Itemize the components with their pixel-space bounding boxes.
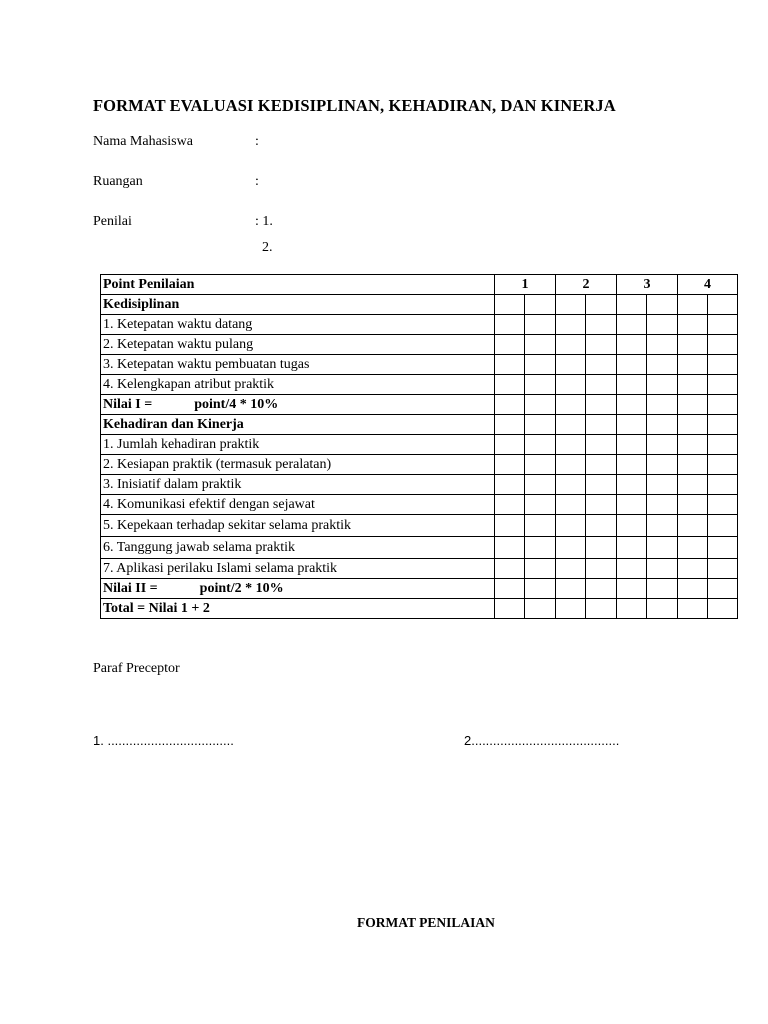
score-cell[interactable] — [678, 599, 708, 619]
score-cell[interactable] — [586, 375, 617, 395]
ruangan-colon: : — [255, 174, 259, 189]
score-cell[interactable] — [495, 495, 525, 515]
score-cell[interactable] — [525, 315, 556, 335]
table-row — [101, 395, 738, 415]
score-cell[interactable] — [647, 475, 678, 495]
score-cell[interactable] — [525, 495, 556, 515]
score-cell[interactable] — [617, 355, 647, 375]
score-cell[interactable] — [525, 355, 556, 375]
score-cell[interactable] — [556, 295, 586, 315]
table-row — [101, 375, 738, 395]
score-cell[interactable] — [647, 537, 678, 559]
score-cell[interactable] — [586, 559, 617, 579]
score-cell[interactable] — [586, 495, 617, 515]
score-cell[interactable] — [678, 579, 708, 599]
criteria-item: 2. Ketepatan waktu pulang — [101, 335, 495, 355]
score-cell[interactable] — [495, 335, 525, 355]
score-cell[interactable] — [678, 415, 708, 435]
score-cell[interactable] — [678, 335, 708, 355]
score-cell[interactable] — [617, 335, 647, 355]
criteria-item: 1. Ketepatan waktu datang — [101, 315, 495, 335]
nilai-1-formula: point/4 * 10% — [194, 397, 279, 412]
table-row — [101, 415, 738, 435]
score-cell[interactable] — [556, 315, 586, 335]
score-cell[interactable] — [617, 475, 647, 495]
score-cell[interactable] — [556, 537, 586, 559]
score-header-2: 2 — [556, 275, 617, 295]
score-cell[interactable] — [708, 579, 738, 599]
score-cell[interactable] — [586, 395, 617, 415]
score-cell[interactable] — [586, 475, 617, 495]
nilai-2-formula: point/2 * 10% — [199, 581, 284, 596]
score-cell[interactable] — [556, 435, 586, 455]
score-cell[interactable] — [586, 537, 617, 559]
penilai-label: Penilai — [93, 214, 132, 229]
table-header-row — [101, 275, 738, 295]
nilai-2-row-label — [101, 579, 495, 599]
score-cell[interactable] — [556, 559, 586, 579]
section-title-kedisiplinan: Kedisiplinan — [101, 295, 495, 315]
score-cell[interactable] — [678, 475, 708, 495]
score-cell[interactable] — [556, 515, 586, 537]
score-cell[interactable] — [586, 355, 617, 375]
score-cell[interactable] — [647, 315, 678, 335]
score-cell[interactable] — [647, 375, 678, 395]
table-row — [101, 335, 738, 355]
table-row — [101, 515, 738, 537]
score-cell[interactable] — [678, 295, 708, 315]
score-cell[interactable] — [495, 375, 525, 395]
evaluation-table — [100, 274, 738, 619]
criteria-item: 3. Ketepatan waktu pembuatan tugas — [101, 355, 495, 375]
score-cell[interactable] — [556, 395, 586, 415]
score-cell[interactable] — [495, 537, 525, 559]
score-cell[interactable] — [495, 599, 525, 619]
nama-mahasiswa-colon: : — [255, 134, 259, 149]
score-cell[interactable] — [525, 435, 556, 455]
score-cell[interactable] — [708, 295, 738, 315]
score-cell[interactable] — [708, 455, 738, 475]
score-cell[interactable] — [647, 335, 678, 355]
score-cell[interactable] — [708, 537, 738, 559]
score-cell[interactable] — [708, 375, 738, 395]
score-cell[interactable] — [708, 559, 738, 579]
point-penilaian-header: Point Penilaian — [101, 275, 495, 295]
score-cell[interactable] — [495, 435, 525, 455]
table-row — [101, 579, 738, 599]
score-cell[interactable] — [525, 579, 556, 599]
score-cell[interactable] — [556, 355, 586, 375]
score-cell[interactable] — [495, 515, 525, 537]
score-cell[interactable] — [617, 435, 647, 455]
score-cell[interactable] — [647, 395, 678, 415]
score-cell[interactable] — [617, 559, 647, 579]
penilai-second: 2. — [262, 240, 273, 255]
score-cell[interactable] — [678, 375, 708, 395]
nilai-2-prefix: Nilai II = — [103, 581, 158, 596]
score-cell[interactable] — [647, 455, 678, 475]
score-cell[interactable] — [617, 579, 647, 599]
table-row — [101, 315, 738, 335]
score-cell[interactable] — [495, 395, 525, 415]
score-cell[interactable] — [525, 415, 556, 435]
criteria-item: 5. Kepekaan terhadap sekitar selama praktik — [101, 515, 495, 537]
score-cell[interactable] — [647, 515, 678, 537]
score-cell[interactable] — [617, 395, 647, 415]
ruangan-label: Ruangan — [93, 174, 143, 189]
score-cell[interactable] — [495, 455, 525, 475]
score-cell[interactable] — [556, 579, 586, 599]
score-cell[interactable] — [586, 515, 617, 537]
criteria-item: 4. Kelengkapan atribut praktik — [101, 375, 495, 395]
score-cell[interactable] — [556, 475, 586, 495]
score-cell[interactable] — [647, 435, 678, 455]
score-cell[interactable] — [525, 335, 556, 355]
score-cell[interactable] — [678, 495, 708, 515]
score-cell[interactable] — [617, 295, 647, 315]
table-row — [101, 435, 738, 455]
score-cell[interactable] — [586, 335, 617, 355]
score-header-4: 4 — [678, 275, 738, 295]
score-cell[interactable] — [647, 415, 678, 435]
score-cell[interactable] — [495, 559, 525, 579]
nilai-1-row-label — [101, 395, 495, 415]
criteria-item: 3. Inisiatif dalam praktik — [101, 475, 495, 495]
table-row — [101, 599, 738, 619]
nama-mahasiswa-label: Nama Mahasiswa — [93, 134, 193, 149]
score-cell[interactable] — [647, 495, 678, 515]
table-row — [101, 559, 738, 579]
score-cell[interactable] — [647, 295, 678, 315]
score-cell[interactable] — [678, 537, 708, 559]
score-cell[interactable] — [647, 559, 678, 579]
table-row — [101, 355, 738, 375]
criteria-item: 6. Tanggung jawab selama praktik — [101, 537, 495, 559]
signature-line-1: 1. ................................... — [93, 733, 234, 748]
score-cell[interactable] — [647, 355, 678, 375]
score-cell[interactable] — [586, 415, 617, 435]
score-cell[interactable] — [647, 599, 678, 619]
score-cell[interactable] — [678, 435, 708, 455]
criteria-item: 2. Kesiapan praktik (termasuk peralatan) — [101, 455, 495, 475]
score-cell[interactable] — [708, 435, 738, 455]
section-title-kehadiran: Kehadiran dan Kinerja — [101, 415, 495, 435]
score-cell[interactable] — [678, 355, 708, 375]
criteria-item: 1. Jumlah kehadiran praktik — [101, 435, 495, 455]
score-cell[interactable] — [708, 315, 738, 335]
score-cell[interactable] — [678, 315, 708, 335]
score-header-1: 1 — [495, 275, 556, 295]
score-cell[interactable] — [708, 495, 738, 515]
score-cell[interactable] — [556, 495, 586, 515]
score-cell[interactable] — [617, 515, 647, 537]
score-cell[interactable] — [708, 599, 738, 619]
score-cell[interactable] — [586, 455, 617, 475]
score-cell[interactable] — [525, 395, 556, 415]
score-cell[interactable] — [495, 415, 525, 435]
score-cell[interactable] — [525, 599, 556, 619]
score-cell[interactable] — [556, 335, 586, 355]
score-cell[interactable] — [586, 599, 617, 619]
score-cell[interactable] — [708, 355, 738, 375]
score-cell[interactable] — [525, 559, 556, 579]
score-cell[interactable] — [678, 559, 708, 579]
table-row — [101, 455, 738, 475]
score-cell[interactable] — [708, 395, 738, 415]
score-cell[interactable] — [495, 315, 525, 335]
score-cell[interactable] — [617, 415, 647, 435]
score-cell[interactable] — [617, 315, 647, 335]
score-cell[interactable] — [525, 295, 556, 315]
score-cell[interactable] — [617, 495, 647, 515]
score-cell[interactable] — [586, 295, 617, 315]
nilai-1-prefix: Nilai I = — [103, 397, 153, 412]
document-title: FORMAT EVALUASI KEDISIPLINAN, KEHADIRAN, DAN KINERJA — [93, 96, 616, 115]
signature-line-2: 2......................................... — [464, 733, 620, 748]
score-cell[interactable] — [525, 515, 556, 537]
score-cell[interactable] — [617, 375, 647, 395]
score-cell[interactable] — [617, 599, 647, 619]
score-cell[interactable] — [525, 537, 556, 559]
score-cell[interactable] — [708, 475, 738, 495]
table-row — [101, 475, 738, 495]
score-cell[interactable] — [556, 599, 586, 619]
score-cell[interactable] — [495, 475, 525, 495]
score-cell[interactable] — [525, 455, 556, 475]
table-row — [101, 495, 738, 515]
score-cell[interactable] — [495, 355, 525, 375]
score-cell[interactable] — [525, 475, 556, 495]
table-row — [101, 295, 738, 315]
score-cell[interactable] — [617, 537, 647, 559]
score-cell[interactable] — [678, 455, 708, 475]
score-cell[interactable] — [647, 579, 678, 599]
criteria-item: 7. Aplikasi perilaku Islami selama praktik — [101, 559, 495, 579]
score-cell[interactable] — [586, 435, 617, 455]
score-cell[interactable] — [678, 395, 708, 415]
criteria-item: 4. Komunikasi efektif dengan sejawat — [101, 495, 495, 515]
score-cell[interactable] — [708, 515, 738, 537]
score-cell[interactable] — [678, 515, 708, 537]
paraf-preceptor-label: Paraf Preceptor — [93, 661, 180, 676]
footer-title: FORMAT PENILAIAN — [357, 915, 495, 930]
score-cell[interactable] — [525, 375, 556, 395]
score-cell[interactable] — [495, 295, 525, 315]
score-cell[interactable] — [556, 415, 586, 435]
penilai-first: : 1. — [255, 214, 273, 229]
total-row-label: Total = Nilai 1 + 2 — [101, 599, 495, 619]
score-cell[interactable] — [586, 315, 617, 335]
score-cell[interactable] — [586, 579, 617, 599]
score-cell[interactable] — [556, 455, 586, 475]
score-header-3: 3 — [617, 275, 678, 295]
score-cell[interactable] — [708, 415, 738, 435]
score-cell[interactable] — [617, 455, 647, 475]
table-row — [101, 537, 738, 559]
score-cell[interactable] — [495, 579, 525, 599]
score-cell[interactable] — [556, 375, 586, 395]
score-cell[interactable] — [708, 335, 738, 355]
